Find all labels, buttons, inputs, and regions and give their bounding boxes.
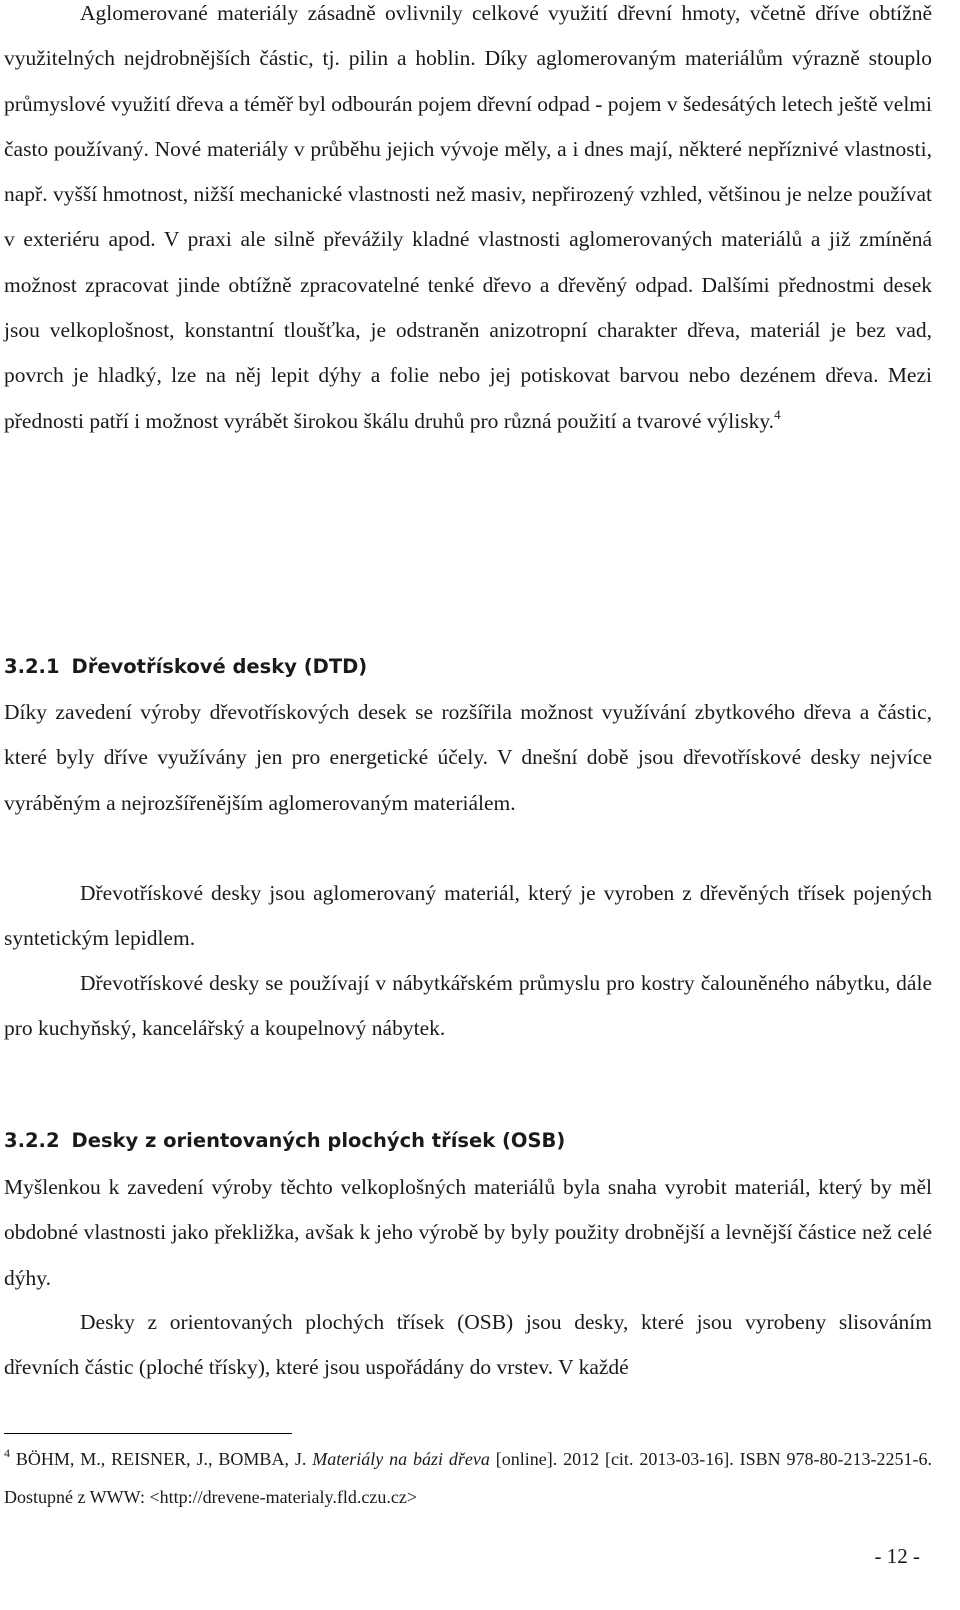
footnote — [4, 1440, 932, 1516]
section-heading-osb — [4, 1126, 932, 1156]
paragraph-osb-definition: Desky z orientovaných plochých třísek (OSB) jsou desky, které jsou vyrobeny slisováním dřevních částic (ploché třísky), které jsou uspořádány do vrstev. V každé — [4, 1310, 932, 1380]
footnote-marker: 4 — [4, 1446, 10, 1460]
section-number: 3.2.2 — [4, 1129, 60, 1152]
section-title: Dřevotřískové desky (DTD) — [71, 655, 368, 678]
paragraph-dtd-intro: Díky zavedení výroby dřevotřískových desek se rozšířila možnost využívání zbytkového dřeva a částic, které byly dříve využívány jen pro energetické účely. V dnešní době jsou dřevotřískové desky nejvíce vyráběným a nejrozšířenějším aglomerovaným materiálem. — [4, 700, 932, 815]
paragraph-dtd-usage: Dřevotřískové desky se používají v nábytkářském průmyslu pro kostry čalouněného nábytku, dále pro kuchyňský, kancelářský a koupelnový nábytek. — [4, 971, 932, 1041]
paragraph-aglomerated-materials: Aglomerované materiály zásadně ovlivnily celkové využití dřevní hmoty, včetně dříve obtížně využitelných nejdrobnějších částic, tj. pilin a hoblin. Díky aglomerovaným materiálům výrazně stouplo průmyslové využití dřeva a téměř byl odbourán pojem dřevní odpad - pojem v šedesátých letech ještě velmi často používaný. Nové materiály v průběhu jejich vývoje měly, a i dnes mají, některé nepříznivé vlastnosti, např. vyšší hmotnost, nižší mechanické vlastnosti než masiv, nepřirozený vzhled, většinou je nelze používat v exteriéru apod. V praxi ale silně převážily kladné vlastnosti aglomerovaných materiálů a již zmíněná možnost zpracovat jinde obtížně zpracovatelné tenké dřevo a dřevěný odpad. Dalšími přednostmi desek jsou velkoplošnost, konstantní tloušťka, je odstraněn anizotropní charakter dřeva, materiál je bez vad, povrch je hladký, lze na něj lepit dýhy a folie nebo jej potiskovat barvou nebo dezénem dřeva. Mezi přednosti patří i možnost vyrábět širokou škálu druhů pro různá použití a tvarové výlisky.$^4$ — [4, 1, 932, 433]
footnote-title: Materiály na bázi dřeva — [312, 1449, 490, 1469]
footnote-details: [online]. 2012 [cit. 2013-03-16]. ISBN 978-80-213-2251-6. Dostupné z WWW: <http://drevene-materialy.fld.czu.cz> — [4, 1449, 933, 1507]
footnote-authors: BÖHM, M., REISNER, J., BOMBA, J. — [15, 1449, 307, 1469]
section-heading-dtd — [4, 652, 932, 682]
section-title: Desky z orientovaných plochých třísek (OSB) — [71, 1129, 566, 1152]
paragraph-osb-intro: Myšlenkou k zavedení výroby těchto velkoplošných materiálů byla snaha vyrobit materiál, který by měl obdobné vlastnosti jako překližka, avšak k jeho výrobě by byly použity drobnější a levnější částice než celé dýhy. — [4, 1175, 932, 1290]
page-number: - 12 - — [874, 1544, 920, 1568]
footnote-reference[interactable]: 4 — [774, 406, 781, 422]
paragraph-dtd-definition: Dřevotřískové desky jsou aglomerovaný materiál, který je vyroben z dřevěných třísek pojených syntetickým lepidlem. — [4, 881, 932, 951]
section-number: 3.2.1 — [4, 655, 60, 678]
footnote-separator — [4, 1433, 292, 1434]
